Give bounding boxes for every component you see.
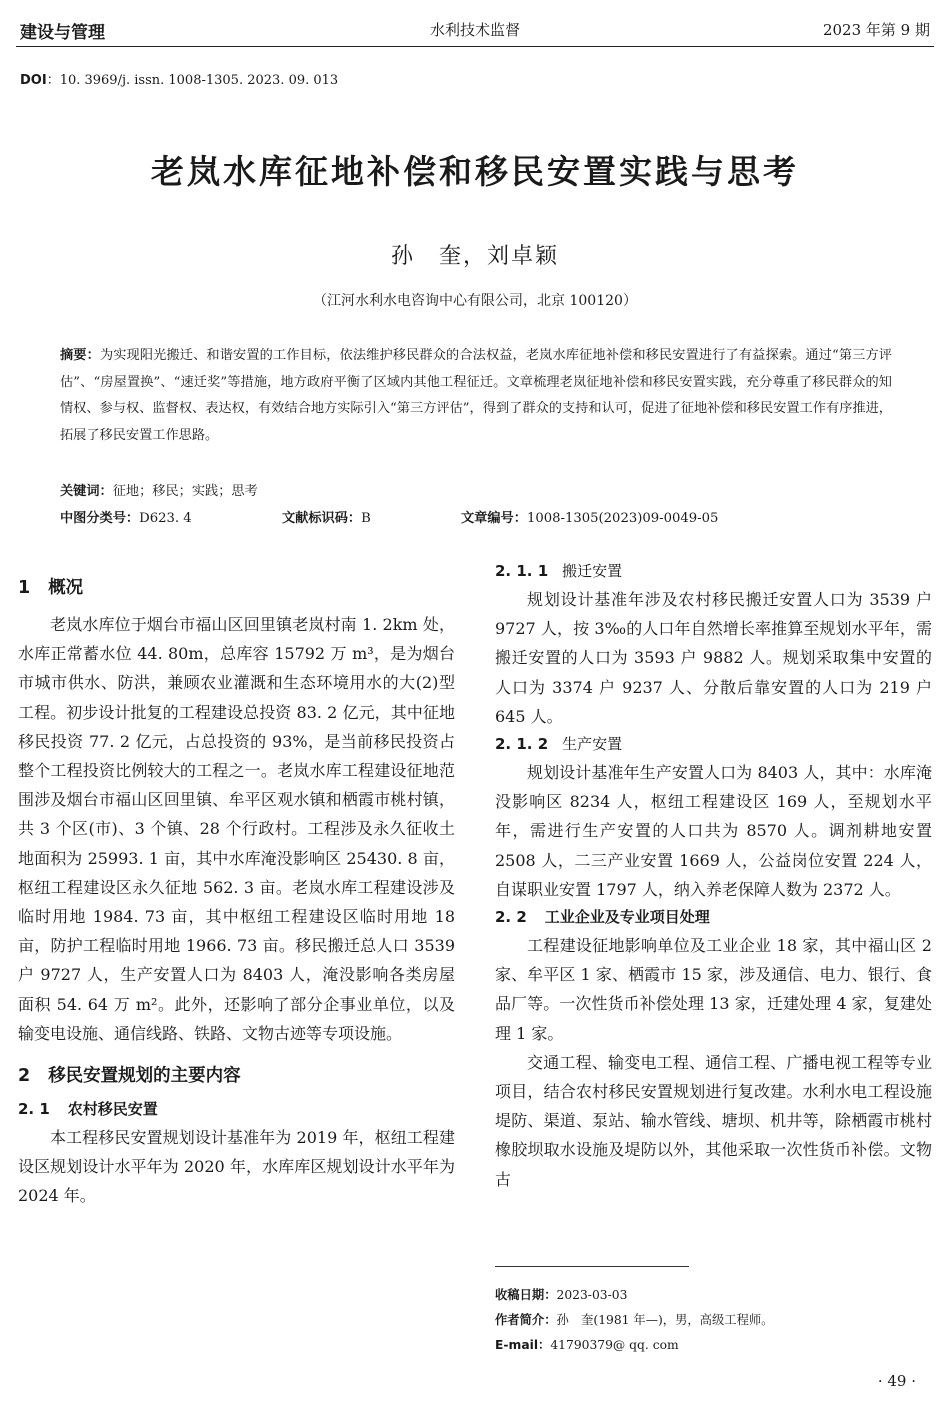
- section-2-1-number: 2. 1: [18, 1100, 50, 1119]
- section-2-title: 移民安置规划的主要内容: [48, 1066, 241, 1087]
- section-2-2-paragraph-2: 交通工程、输变电工程、通信工程、广播电视工程等专业项目，结合农村移民安置规划进行复改建。水利水电工程设施堤防、渠道、泵站、输水管线、塘坝、机井等，除栖霞市桃村橡胶坝取水设施及堤防以外，其他采取一次性货币补偿。文物古: [495, 1052, 932, 1189]
- right-column: [495, 558, 932, 1194]
- section-2-1-heading: [18, 1096, 455, 1123]
- section-2-1-1-number: 2. 1. 1: [495, 562, 549, 580]
- section-2-1-title: 农村移民安置: [67, 1100, 158, 1119]
- abstract: [60, 343, 892, 449]
- header-issue: 2023 年第 9 期: [822, 21, 930, 39]
- authors: 孙 奎，刘卓颖: [390, 244, 559, 269]
- abstract-label: 摘要：: [60, 348, 100, 363]
- keywords-label: 关键词：: [60, 484, 113, 499]
- doc-code: [282, 507, 371, 526]
- section-2-number: 2: [18, 1066, 31, 1087]
- page-number: · 49 ·: [877, 1372, 916, 1390]
- section-2-1-1-title: 搬迁安置: [562, 562, 623, 580]
- section-2-heading: [18, 1060, 455, 1092]
- footnote-author: [495, 1310, 773, 1328]
- classification-label: 中图分类号：: [60, 511, 140, 526]
- section-2-2-title: 工业企业及专业项目处理: [544, 908, 710, 927]
- section-2-2-paragraph-1: 工程建设征地影响单位及工业企业 18 家，其中福山区 2 家、牟平区 1 家、栖霞市 15 家，涉及通信、电力、银行、食品厂等。一次性货币补偿处理 13 家，迁建处理 4 家，复建处理 1 家。: [495, 936, 932, 1043]
- keywords: [60, 480, 258, 499]
- section-2-1-1-paragraph: 规划设计基准年涉及农村移民搬迁安置人口为 3539 户 9727 人，按 3‰的人口年自然增长率推算至规划水平年，需搬迁安置的人口为 3593 户 9882 人。规划采取集中安置的人口为 3374 户 9237 人、分散后靠安置的人口为 219 户 645 人。: [495, 590, 932, 726]
- section-2-1-2-title: 生产安置: [562, 735, 623, 754]
- author-bio: 孙 奎(1981 年—)，男，高级工程师。: [556, 1313, 774, 1327]
- article-number-label: 文章编号：: [461, 511, 527, 526]
- doi-label: DOI: [20, 73, 47, 88]
- article-number: [461, 507, 718, 526]
- section-1-heading: [18, 572, 455, 604]
- footnote-received: [495, 1285, 627, 1303]
- abstract-text: 为实现阳光搬迁、和谐安置的工作目标，依法维护移民群众的合法权益，老岚水库征地补偿和移民安置进行了有益探索。通过“第三方评估”、“房屋置换”、“速迁奖”等措施，地方政府平衡了区域内其他工程征迁。文章梳理老岚征地补偿和移民安置实践，充分尊重了移民群众的知情权、参与权、监督权、表达权，有效结合地方实际引入“第三方评估”，得到了群众的支持和认可，促进了征地补偿和移民安置工作有序推进，拓展了移民安置工作思路。: [60, 348, 892, 443]
- section-2-1-2-heading: [495, 731, 932, 758]
- footnote-email: [495, 1335, 679, 1353]
- section-2-1-paragraph: 本工程移民安置规划设计基准年为 2019 年，枢纽工程建设区规划设计水平年为 2020 年，水库库区规划设计水平年为 2024 年。: [18, 1128, 455, 1206]
- section-2-2-heading: [495, 904, 932, 931]
- email-address: 41790379@ qq. com: [550, 1338, 679, 1352]
- paper-title: 老岚水库征地补偿和移民安置实践与思考: [151, 152, 799, 191]
- classification: [60, 507, 192, 526]
- author-bio-label: 作者简介：: [495, 1313, 557, 1327]
- section-1-paragraph: 老岚水库位于烟台市福山区回里镇老岚村南 1. 2km 处，水库正常蓄水位 44. 80m，总库容 15792 万 m³，是为烟台市城市供水、防洪，兼顾农业灌溉和生态环境用水的大(2)型工程。初步设计批复的工程建设总投资 83. 2 亿元，其中征地移民投资 77. 2 亿元，占总投资的 93%，是当前移民投资占整个工程投资比例较大的工程之一。老岚水库工程建设征地范围涉及烟台市福山区回里镇、牟平区观水镇和栖霞市桃村镇，共 3 个区(市)、3 个镇、28 个行政村。工程涉及永久征收土地面积为 25993. 1 亩，其中水库淹没影响区 25430. 8 亩，枢纽工程建设区永久征地 562. 3 亩。老岚水库工程建设涉及临时用地 1984. 73 亩，其中枢纽工程建设区临时用地 18 亩，防护工程临时用地 1966. 73 亩。移民搬迁总人口 3539 户 9727 人，生产安置人口为 8403 人，淹没影响各类房屋面积 54. 64 万 m²。此外，还影响了部分企事业单位，以及输变电设施、通信线路、铁路、文物古迹等专项设施。: [18, 615, 455, 1043]
- article-number-value: 1008-1305(2023)09-0049-05: [526, 511, 719, 526]
- left-column: [18, 572, 455, 1211]
- keywords-text: 征地；移民；实践；思考: [112, 484, 258, 499]
- header-journal: 水利技术监督: [429, 21, 520, 39]
- section-2-2-number: 2. 2: [495, 908, 527, 927]
- section-2-1-2-number: 2. 1. 2: [495, 735, 549, 754]
- doc-code-label: 文献标识码：: [282, 511, 362, 526]
- header-rule: [16, 46, 934, 47]
- received-date: 2023-03-03: [556, 1288, 628, 1302]
- section-2-1-1-heading: [495, 558, 932, 585]
- affiliation: （江河水利水电咨询中心有限公司，北京 100120）: [313, 293, 637, 309]
- doc-code-value: B: [361, 511, 371, 526]
- doi-value: ：10. 3969/j. issn. 1008-1305. 2023. 09. 013: [46, 73, 339, 88]
- footnote-rule: [495, 1266, 689, 1267]
- section-1-number: 1: [18, 578, 31, 598]
- email-label: E-mail：: [495, 1338, 551, 1352]
- section-1-title: 概况: [48, 578, 84, 598]
- header-section: 建设与管理: [20, 23, 105, 43]
- classification-value: D623. 4: [139, 511, 192, 526]
- section-2-1-2-paragraph: 规划设计基准年生产安置人口为 8403 人，其中：水库淹没影响区 8234 人，枢纽工程建设区 169 人，至规划水平年，需进行生产安置的人口共为 8570 人。调剂耕地安置 2508 人，二三产业安置 1669 人，公益岗位安置 224 人，自谋职业安置 1797 人，纳入养老保障人数为 2372 人。: [495, 763, 932, 899]
- received-label: 收稿日期：: [495, 1288, 557, 1302]
- doi-line: [20, 69, 338, 88]
